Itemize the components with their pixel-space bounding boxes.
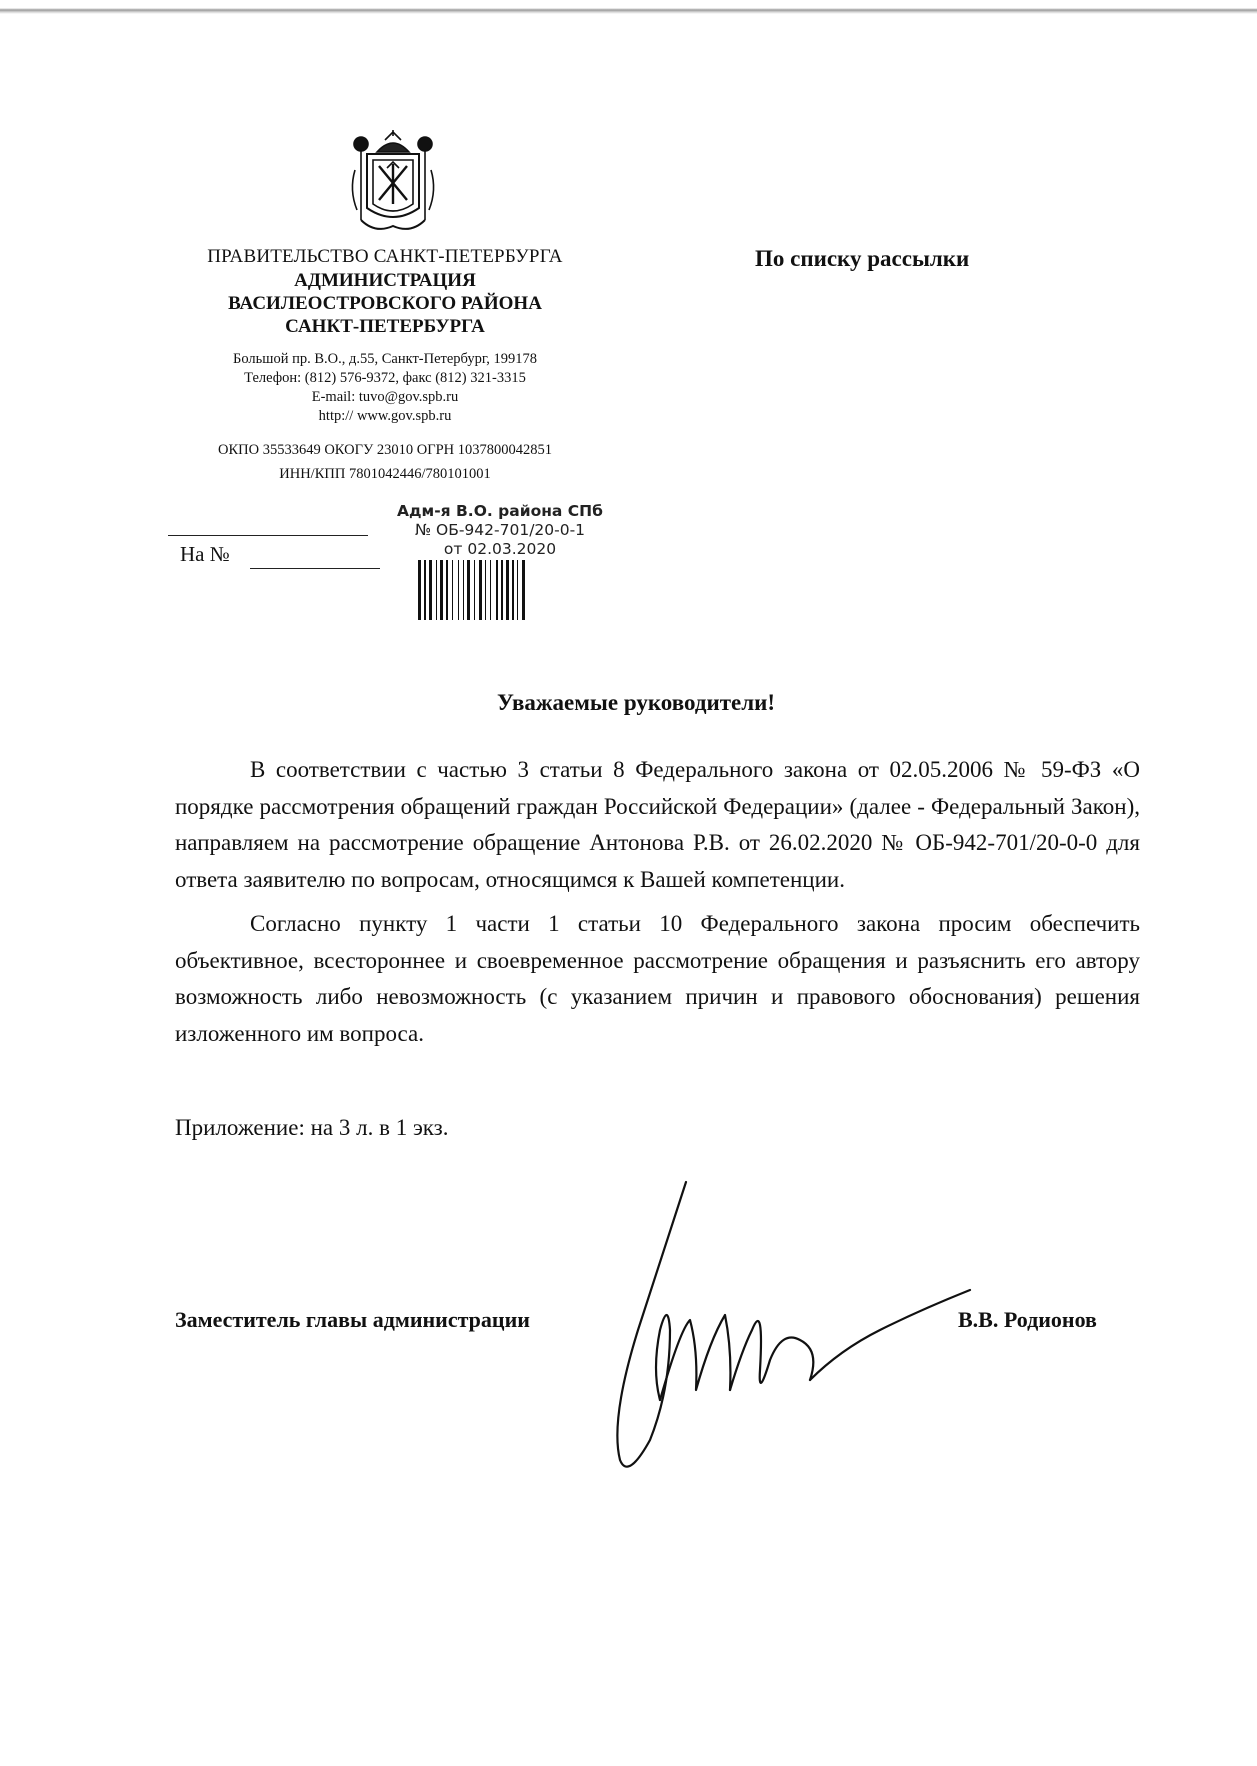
barcode-bar: [485, 560, 486, 620]
barcode-bar: [458, 560, 459, 620]
phone: Телефон: (812) 576-9372, факс (812) 321-3315: [244, 370, 526, 386]
barcode-icon: [418, 560, 578, 620]
barcode-bar: [424, 560, 426, 620]
barcode-bar: [512, 560, 514, 620]
letter-body: [175, 752, 1140, 1060]
admin-name-line1: АДМИНИСТРАЦИЯ: [294, 270, 476, 291]
recipient: По списку рассылки: [755, 246, 970, 271]
address: Большой пр. В.О., д.55, Санкт-Петербург, 199178: [233, 351, 537, 367]
registration-stamp: [385, 502, 615, 559]
barcode-bar: [467, 560, 470, 620]
website: http:// www.gov.spb.ru: [318, 408, 452, 424]
barcode-bar: [463, 560, 464, 620]
paragraph-2: Согласно пункту 1 части 1 статьи 10 Федерального закона просим обеспечить объективное, всестороннее и своевременное рассмотрение обращения и разъяснить его автору возможность либо невозможность (с указанием причин и правового обоснования) решения изложенного им вопроса.: [175, 911, 1140, 1046]
barcode-bar: [479, 560, 482, 620]
barcode-bar: [474, 560, 475, 620]
scan-top-edge: [0, 0, 1257, 14]
signatory-name: В.В. Родионов: [958, 1307, 1097, 1332]
attachment-note: Приложение: на 3 л. в 1 экз.: [175, 1115, 449, 1140]
stamp-number: № ОБ-942-701/20-0-1: [414, 521, 586, 539]
registry-codes: ОКПО 35533649 ОКОГУ 23010 ОГРН 1037800042851: [217, 442, 552, 458]
barcode-bar: [436, 560, 437, 620]
barcode-bar: [418, 560, 421, 620]
government-name: ПРАВИТЕЛЬСТВО САНКТ-ПЕТЕРБУРГА: [207, 246, 563, 267]
barcode-bar: [522, 560, 525, 620]
paragraph-1: В соответствии с частью 3 статьи 8 Федерального закона от 02.05.2006 № 59-ФЗ «О порядке рассмотрения обращений граждан Российской Федерации» (далее - Федеральный Закон), направляем на рассмотрение обращение Антонова Р.В. от 26.02.2020 № ОБ-942-701/20-0-0 для ответа заявителю по вопросам, относящимся к Вашей компетенции.: [175, 757, 1140, 892]
letterhead: [160, 245, 610, 486]
codes-block: [160, 438, 610, 486]
contact-block: [160, 350, 610, 426]
greeting: Уважаемые руководители!: [496, 690, 776, 715]
barcode-bar: [506, 560, 509, 620]
inn-kpp: ИНН/КПП 7801042446/780101001: [279, 466, 491, 482]
barcode-bar: [440, 560, 443, 620]
barcode-bar: [446, 560, 448, 620]
barcode-bar: [452, 560, 453, 620]
coat-of-arms-icon: [345, 130, 441, 240]
reg-number-line: [168, 535, 368, 536]
barcode-bar: [496, 560, 498, 620]
stamp-org: Адм-я В.О. района СПб: [397, 502, 603, 520]
email: E-mail: tuvo@gov.spb.ru: [311, 389, 459, 405]
barcode-bar: [517, 560, 518, 620]
reply-to-label: На №: [180, 542, 230, 566]
barcode-bar: [429, 560, 432, 620]
stamp-date: от 02.03.2020: [443, 540, 557, 558]
signature-icon: [520, 1180, 980, 1480]
signatory-title: Заместитель главы администрации: [175, 1307, 530, 1332]
barcode-bar: [501, 560, 503, 620]
barcode-bar: [490, 560, 491, 620]
admin-name-line3: САНКТ-ПЕТЕРБУРГА: [285, 316, 485, 337]
admin-name-line2: ВАСИЛЕОСТРОВСКОГО РАЙОНА: [228, 293, 542, 314]
reply-to-line: [250, 568, 380, 569]
